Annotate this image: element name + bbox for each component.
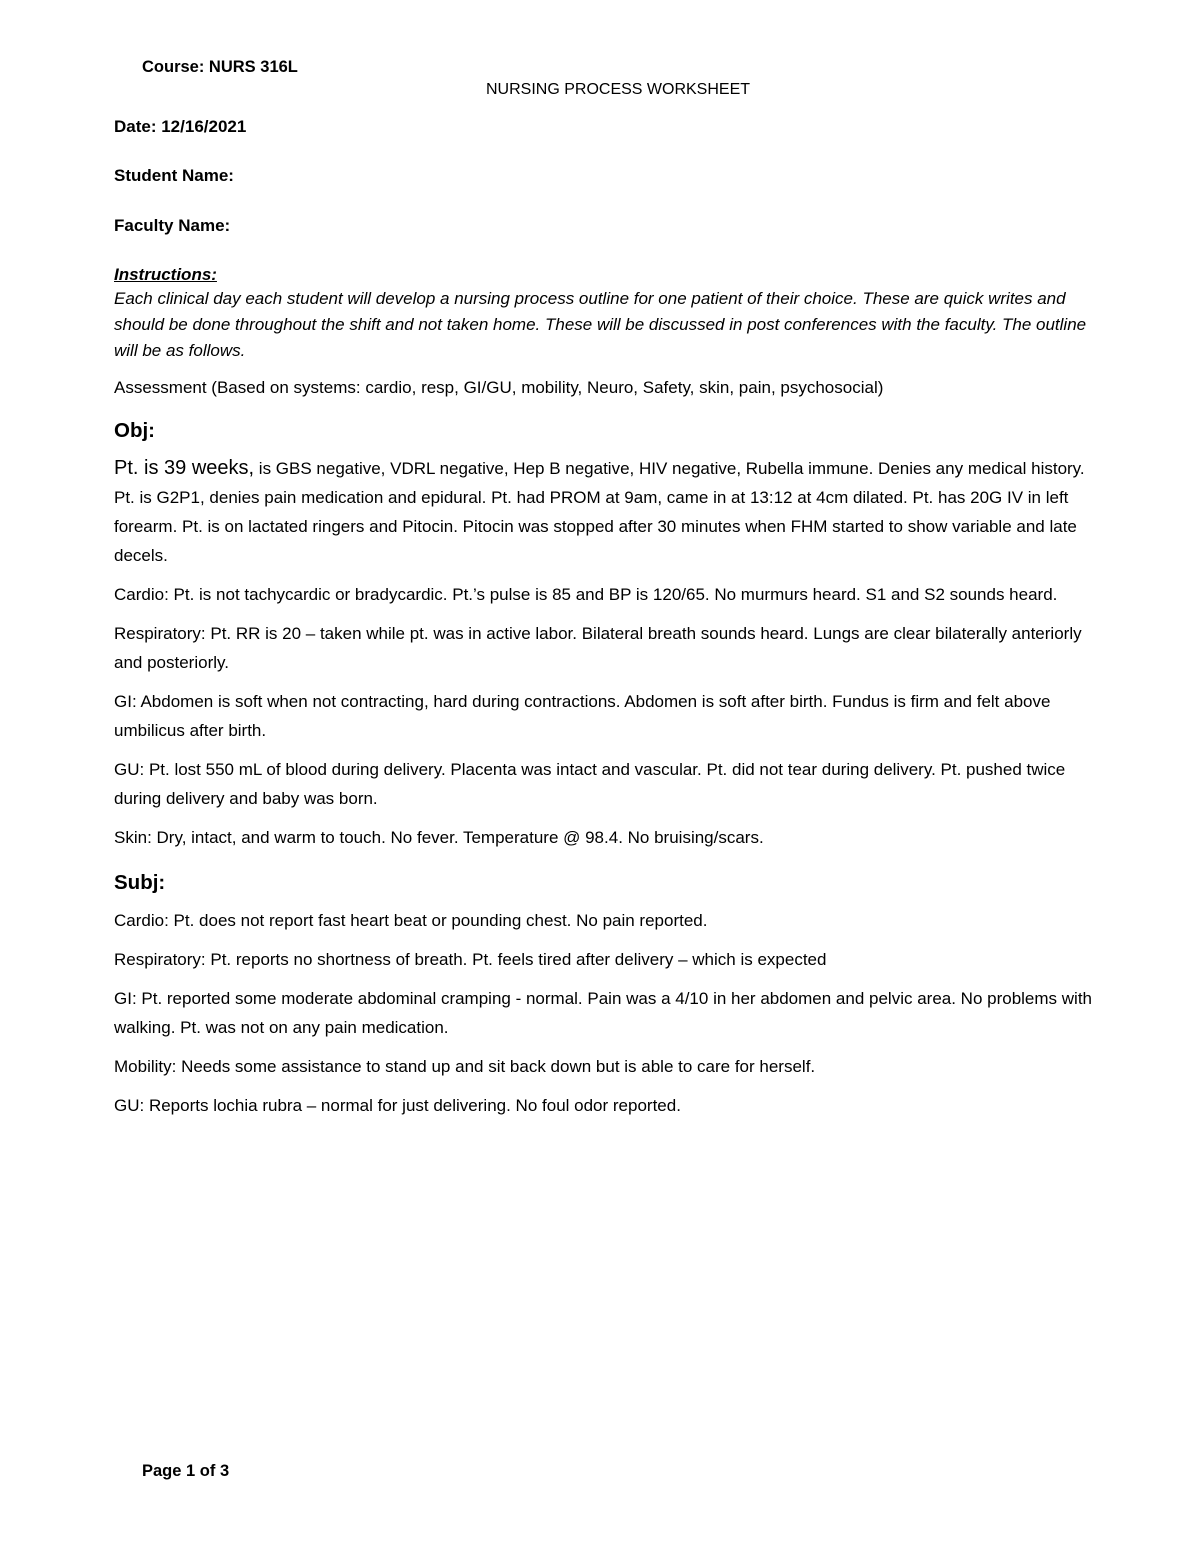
subjective-respiratory: Respiratory: Pt. reports no shortness of breath. Pt. feels tired after delivery – which is expected	[114, 950, 827, 969]
objective-respiratory: Respiratory: Pt. RR is 20 – taken while pt. was in active labor. Bilateral breath sounds heard. Lungs are clear bilaterally anteriorly and posteriorly.	[114, 624, 1082, 672]
page-title: NURSING PROCESS WORKSHEET	[485, 81, 751, 98]
faculty-name-field: Faculty Name:	[114, 216, 231, 235]
subjective-gi: GI: Pt. reported some moderate abdominal cramping - normal. Pain was a 4/10 in her abdomen and pelvic area. No problems with walking. Pt. was not on any pain medication.	[114, 989, 1092, 1037]
worksheet-body	[114, 264, 1104, 1120]
objective-skin: Skin: Dry, intact, and warm to touch. No fever. Temperature @ 98.4. No bruising/scars.	[114, 828, 764, 847]
objective-overview-text: is GBS negative, VDRL negative, Hep B negative, HIV negative, Rubella immune. Denies any medical history. Pt. is G2P1, denies pain medication and epidural. Pt. had PROM at 9am, came in at 13:12 at 4cm dilated. Pt. has 20G IV in left forearm. Pt. is on lactated ringers and Pitocin. Pitocin was stopped after 30 minutes when FHM started to show variable and late decels.	[114, 459, 1085, 565]
subjective-gu: GU: Reports lochia rubra – normal for just delivering. No foul odor reported.	[114, 1096, 681, 1115]
objective-heading: Obj:	[114, 419, 155, 442]
instructions-heading: Instructions:	[114, 265, 217, 284]
objective-cardio: Cardio: Pt. is not tachycardic or bradycardic. Pt.’s pulse is 85 and BP is 120/65. No murmurs heard. S1 and S2 sounds heard.	[114, 585, 1058, 604]
course-label: Course: NURS 316L	[142, 58, 298, 76]
instructions-text: Each clinical day each student will develop a nursing process outline for one patient of their choice. These are quick writes and should be done throughout the shift and not taken home. These will be discussed in post conferences with the faculty. The outline will be as follows.	[114, 289, 1087, 360]
assessment-line: Assessment (Based on systems: cardio, resp, GI/GU, mobility, Neuro, Safety, skin, pain, psychosocial)	[114, 378, 884, 397]
subjective-heading: Subj:	[114, 871, 166, 894]
objective-gu: GU: Pt. lost 550 mL of blood during delivery. Placenta was intact and vascular. Pt. did not tear during delivery. Pt. pushed twice during delivery and baby was born.	[114, 760, 1066, 808]
page-number: Page 1 of 3	[142, 1462, 230, 1480]
objective-lead: Pt. is 39 weeks,	[114, 457, 255, 479]
date-field: Date: 12/16/2021	[114, 117, 247, 136]
objective-gi: GI: Abdomen is soft when not contracting, hard during contractions. Abdomen is soft after birth. Fundus is firm and felt above umbilicus after birth.	[114, 692, 1051, 740]
subjective-cardio: Cardio: Pt. does not report fast heart beat or pounding chest. No pain reported.	[114, 911, 708, 930]
student-name-field: Student Name:	[114, 166, 234, 185]
objective-overview	[114, 454, 1104, 570]
subjective-mobility: Mobility: Needs some assistance to stand up and sit back down but is able to care for herself.	[114, 1057, 816, 1076]
